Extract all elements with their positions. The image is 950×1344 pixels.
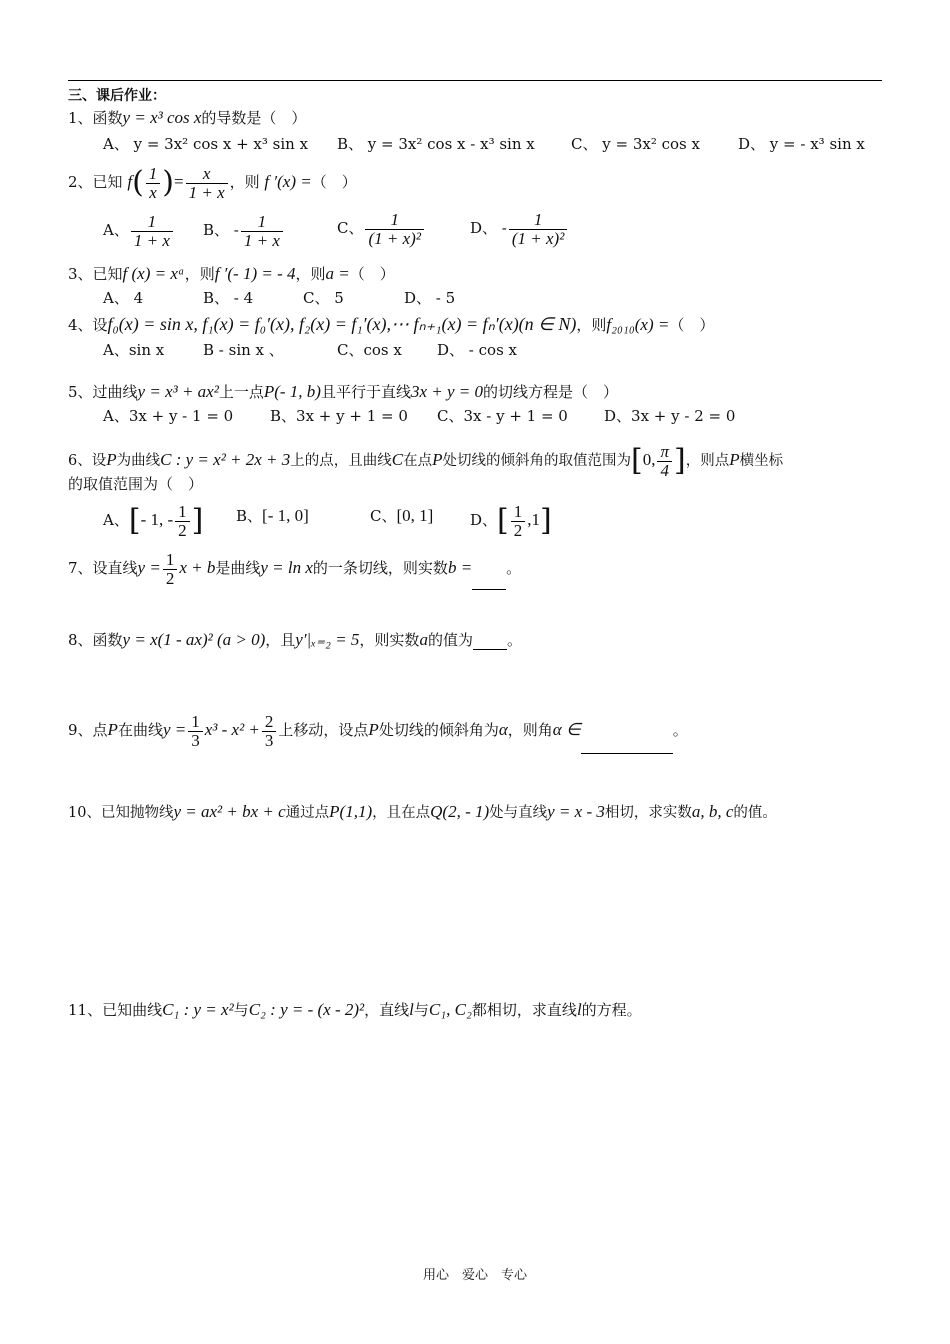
- q3-option-c: C、 5: [303, 289, 344, 307]
- q6-option-c: C、[0, 1]: [370, 506, 434, 525]
- question-9: 9、点P在曲线y = $\frac{1}{3}$ x³ - x² + $\frac{2}{3}$ 上移动，设点P处切线的倾斜角为α，则角α ∈ 。: [68, 706, 688, 754]
- q4-option-c: C、cos x: [337, 341, 402, 359]
- question-1: 1、函数y = x³ cos x的导数是（ ）: [68, 108, 307, 127]
- q2-main-fraction: $\frac{x}{1 + x}$: [186, 165, 228, 202]
- question-2: 2、已知 f( $\frac{1}{x}$ )= $\frac{x}{1 + x}$ ，则 f ′(x) =（ ）: [68, 163, 357, 202]
- question-8: 8、函数y = x(1 - ax)² (a > 0)，且y′|ₓ₌₂ = 5，则实数a的值为 。: [68, 630, 522, 649]
- q2-option-d: D、 - $\frac{1}{\text{(1 + x)²}}$: [470, 208, 569, 248]
- page-footer: 用心 爱心 专心: [422, 1268, 527, 1283]
- q7-answer-blank[interactable]: [472, 573, 506, 590]
- q1-option-c: C、 y = 3x² cos x: [571, 135, 700, 153]
- q6-option-b: B、[- 1, 0]: [236, 506, 309, 525]
- q1-option-d: D、 y = - x³ sin x: [738, 135, 865, 153]
- q5-option-a: A、3x + y - 1 = 0: [103, 407, 234, 425]
- q3-option-b: B、 - 4: [203, 289, 254, 307]
- q1-option-a: A、 y = 3x² cos x + x³ sin x: [103, 135, 309, 153]
- q1-expr: y = x³ cos x: [122, 108, 202, 127]
- q2-option-a: A、 $\frac{1}{1 + x}$: [103, 210, 175, 250]
- q3-option-d: D、 - 5: [404, 289, 456, 307]
- q1-option-b: B、 y = 3x² cos x - x³ sin x: [337, 135, 535, 153]
- question-10: 10、已知抛物线y = ax² + bx + c通过点P(1,1)，且在点Q(2, - 1)处与直线y = x - 3相切，求实数a, b, c的值。: [68, 802, 777, 821]
- q5-option-d: D、3x + y - 2 = 0: [604, 407, 736, 425]
- q4-option-b: B - sin x 、: [203, 341, 284, 359]
- q4-option-d: D、 - cos x: [437, 341, 517, 359]
- question-5: 5、过曲线y = x³ + ax²上一点P(- 1, b)且平行于直线3x + y = 0的切线方程是（ ）: [68, 382, 619, 401]
- q5-option-b: B、3x + y + 1 = 0: [270, 407, 408, 425]
- question-11: 11、已知曲线C₁ : y = x²与C₂ : y = - (x - 2)²，直线l与C₁, C₂都相切，求直线l的方程。: [68, 1000, 642, 1019]
- q2-inner-fraction: $\frac{1}{x}$: [146, 165, 161, 202]
- q2-derivative: f ′(x) =: [264, 172, 312, 191]
- q3-option-a: A、 4: [103, 289, 144, 307]
- q9-answer-blank[interactable]: [581, 737, 673, 754]
- question-3: 3、已知f (x) = xᵃ，则f ′(- 1) = - 4，则a =（ ）: [68, 264, 395, 283]
- q4-option-a: A、sin x: [103, 341, 165, 359]
- q2-option-c: C、 $\frac{1}{\text{(1 + x)²}}$: [337, 208, 426, 248]
- q6-option-a: A、[- 1, - $\frac{1}{2}$ ]: [103, 501, 204, 540]
- question-7: 7、设直线y = $\frac{1}{2}$ x + b是曲线y = ln x的一条切线，则实数b = 。: [68, 546, 521, 590]
- section-title: 三、课后作业：: [68, 88, 166, 104]
- q5-option-c: C、3x - y + 1 = 0: [437, 407, 568, 425]
- top-rule: [68, 80, 882, 81]
- q8-answer-blank[interactable]: [473, 633, 507, 650]
- question-6-line2: 的取值范围为（ ）: [68, 475, 204, 493]
- question-4: 4、设f₀(x) = sin x, f₁(x) = f₀′(x), f₂(x) = f₁′(x),⋯ fₙ₊₁(x) = fₙ′(x)(n ∈ N)，则f₂₀₁₀(x) =（ ）: [68, 314, 715, 334]
- q2-option-b: B、 - $\frac{1}{1 + x}$: [203, 210, 285, 250]
- question-6: 6、设P为曲线C : y = x² + 2x + 3上的点，且曲线C在点P处切线的倾斜角的取值范围为[0, $\frac{\pi}{4}$ ]，则点P横坐标: [68, 441, 784, 480]
- q6-option-d: D、[ $\frac{1}{2}$ ,1]: [470, 501, 552, 540]
